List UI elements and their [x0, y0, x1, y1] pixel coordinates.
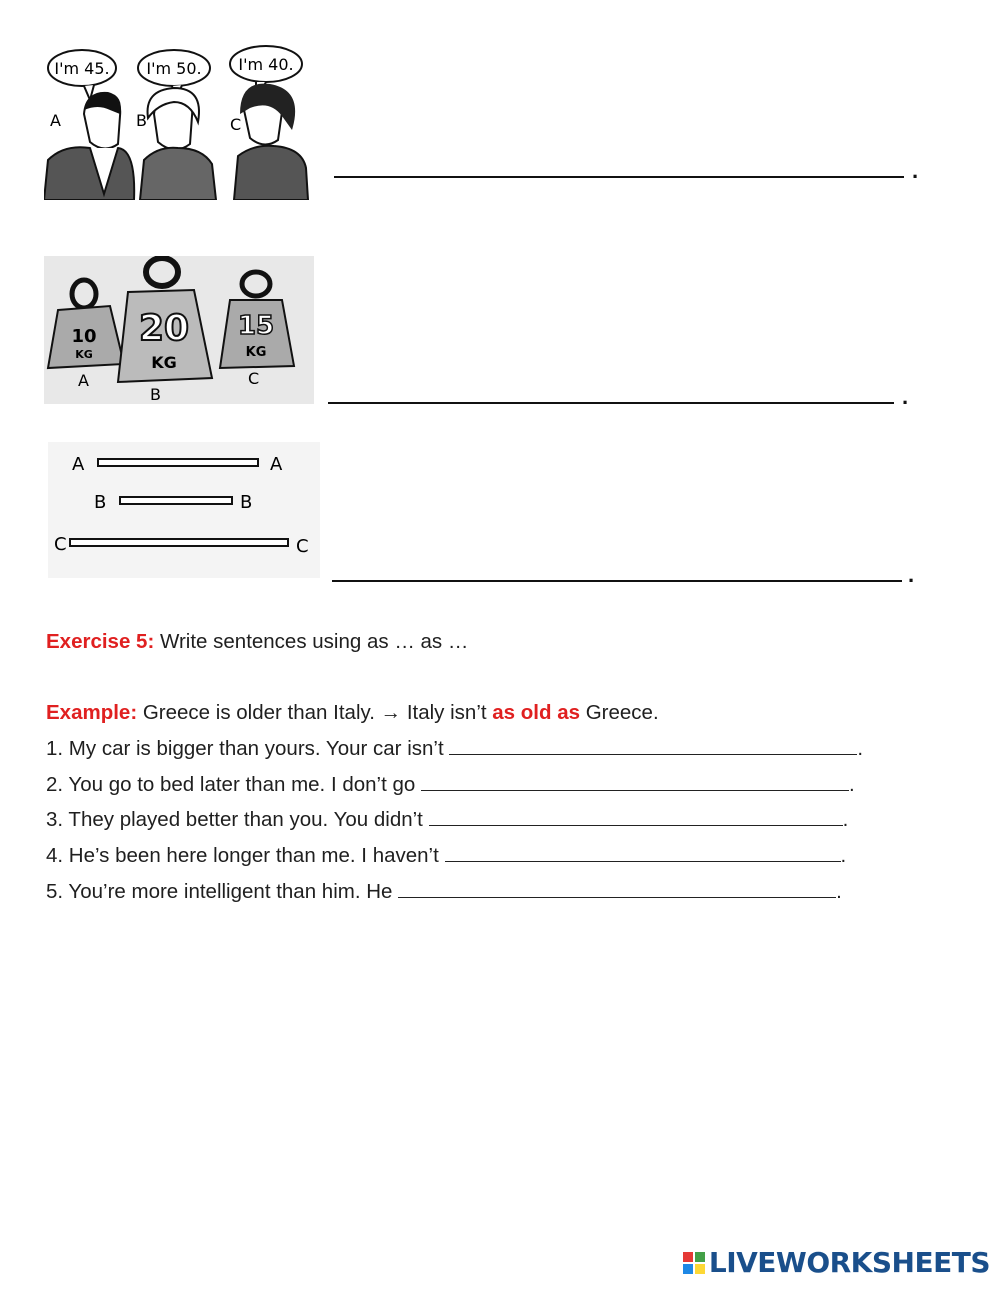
item-text: 1. My car is bigger than yours. Your car isn’t — [46, 737, 444, 760]
item-text: 5. You’re more intelligent than him. He — [46, 880, 393, 903]
item-period: . — [840, 844, 847, 867]
exercise-label: Exercise 5: — [46, 630, 155, 653]
item-text: 3. They played better than you. You didn’t — [46, 808, 423, 831]
weight-label-b: 20 — [138, 308, 190, 349]
exercise-item-2 — [46, 772, 855, 797]
weight-letter-c: C — [248, 369, 260, 388]
item-answer-blank[interactable] — [449, 736, 857, 755]
lengths-drawing — [48, 442, 320, 578]
weights-illustration — [44, 256, 314, 404]
letter-b: B — [136, 111, 147, 130]
length-letter-c-right: C — [296, 536, 309, 557]
item-answer-blank[interactable] — [398, 879, 836, 898]
item-answer-blank[interactable] — [421, 772, 849, 791]
line-a — [98, 459, 258, 466]
line-c — [70, 539, 288, 546]
exercise-heading — [46, 630, 468, 654]
weight-unit-c: KG — [245, 345, 267, 360]
people-drawing — [44, 44, 312, 200]
length-letter-a-left: A — [72, 454, 85, 475]
ages-illustration — [44, 44, 312, 200]
liveworksheets-logo[interactable] — [683, 1246, 990, 1279]
example-label: Example: — [46, 701, 138, 724]
weight-letter-a: A — [78, 371, 89, 390]
bubble-text-b: I'm 50. — [146, 59, 202, 78]
exercise-item-1 — [46, 736, 863, 761]
item-period: . — [857, 737, 864, 760]
line-b — [120, 497, 232, 504]
length-letter-a-right: A — [270, 454, 283, 475]
lengths-illustration — [48, 442, 320, 578]
item-answer-blank[interactable] — [445, 843, 841, 862]
bubble-text-a: I'm 45. — [54, 59, 110, 78]
answer-blank-1[interactable] — [334, 176, 904, 178]
exercise-instruction: Write sentences using as … as … — [159, 630, 469, 653]
length-letter-c-left: C — [54, 534, 67, 555]
logo-squares-icon — [683, 1252, 705, 1274]
exercise-item-3 — [46, 807, 848, 832]
letter-c: C — [230, 115, 242, 134]
length-letter-b-right: B — [240, 492, 253, 513]
weight-label-a: 10 — [71, 326, 97, 347]
item-text: 2. You go to bed later than me. I don’t go — [46, 773, 416, 796]
exercise-item-5 — [46, 879, 842, 904]
answer-blank-2[interactable] — [328, 402, 894, 404]
period-2: . — [902, 384, 909, 409]
answer-blank-3[interactable] — [332, 580, 902, 582]
item-text: 4. He’s been here longer than me. I haven’t — [46, 844, 439, 867]
item-period: . — [836, 880, 842, 903]
example-text-before: Greece is older than Italy. → Italy isn’t — [142, 701, 487, 724]
weights-drawing — [44, 256, 314, 404]
example-highlight: as old as — [492, 701, 581, 724]
item-period: . — [842, 808, 849, 831]
period-1: . — [912, 158, 919, 183]
example-text-after: Greece. — [585, 701, 659, 724]
length-letter-b-left: B — [94, 492, 107, 513]
example-line — [46, 701, 659, 725]
weight-unit-b: KG — [151, 353, 177, 372]
weight-label-c: 15 — [237, 311, 275, 341]
weight-letter-b: B — [150, 385, 161, 404]
item-answer-blank[interactable] — [429, 807, 843, 826]
exercise-item-4 — [46, 843, 846, 868]
logo-text: LIVEWORKSHEETS — [708, 1246, 990, 1279]
period-3: . — [908, 562, 915, 587]
letter-a: A — [50, 111, 61, 130]
bubble-text-c: I'm 40. — [238, 55, 294, 74]
weight-unit-a: KG — [75, 348, 93, 361]
item-period: . — [848, 773, 855, 796]
